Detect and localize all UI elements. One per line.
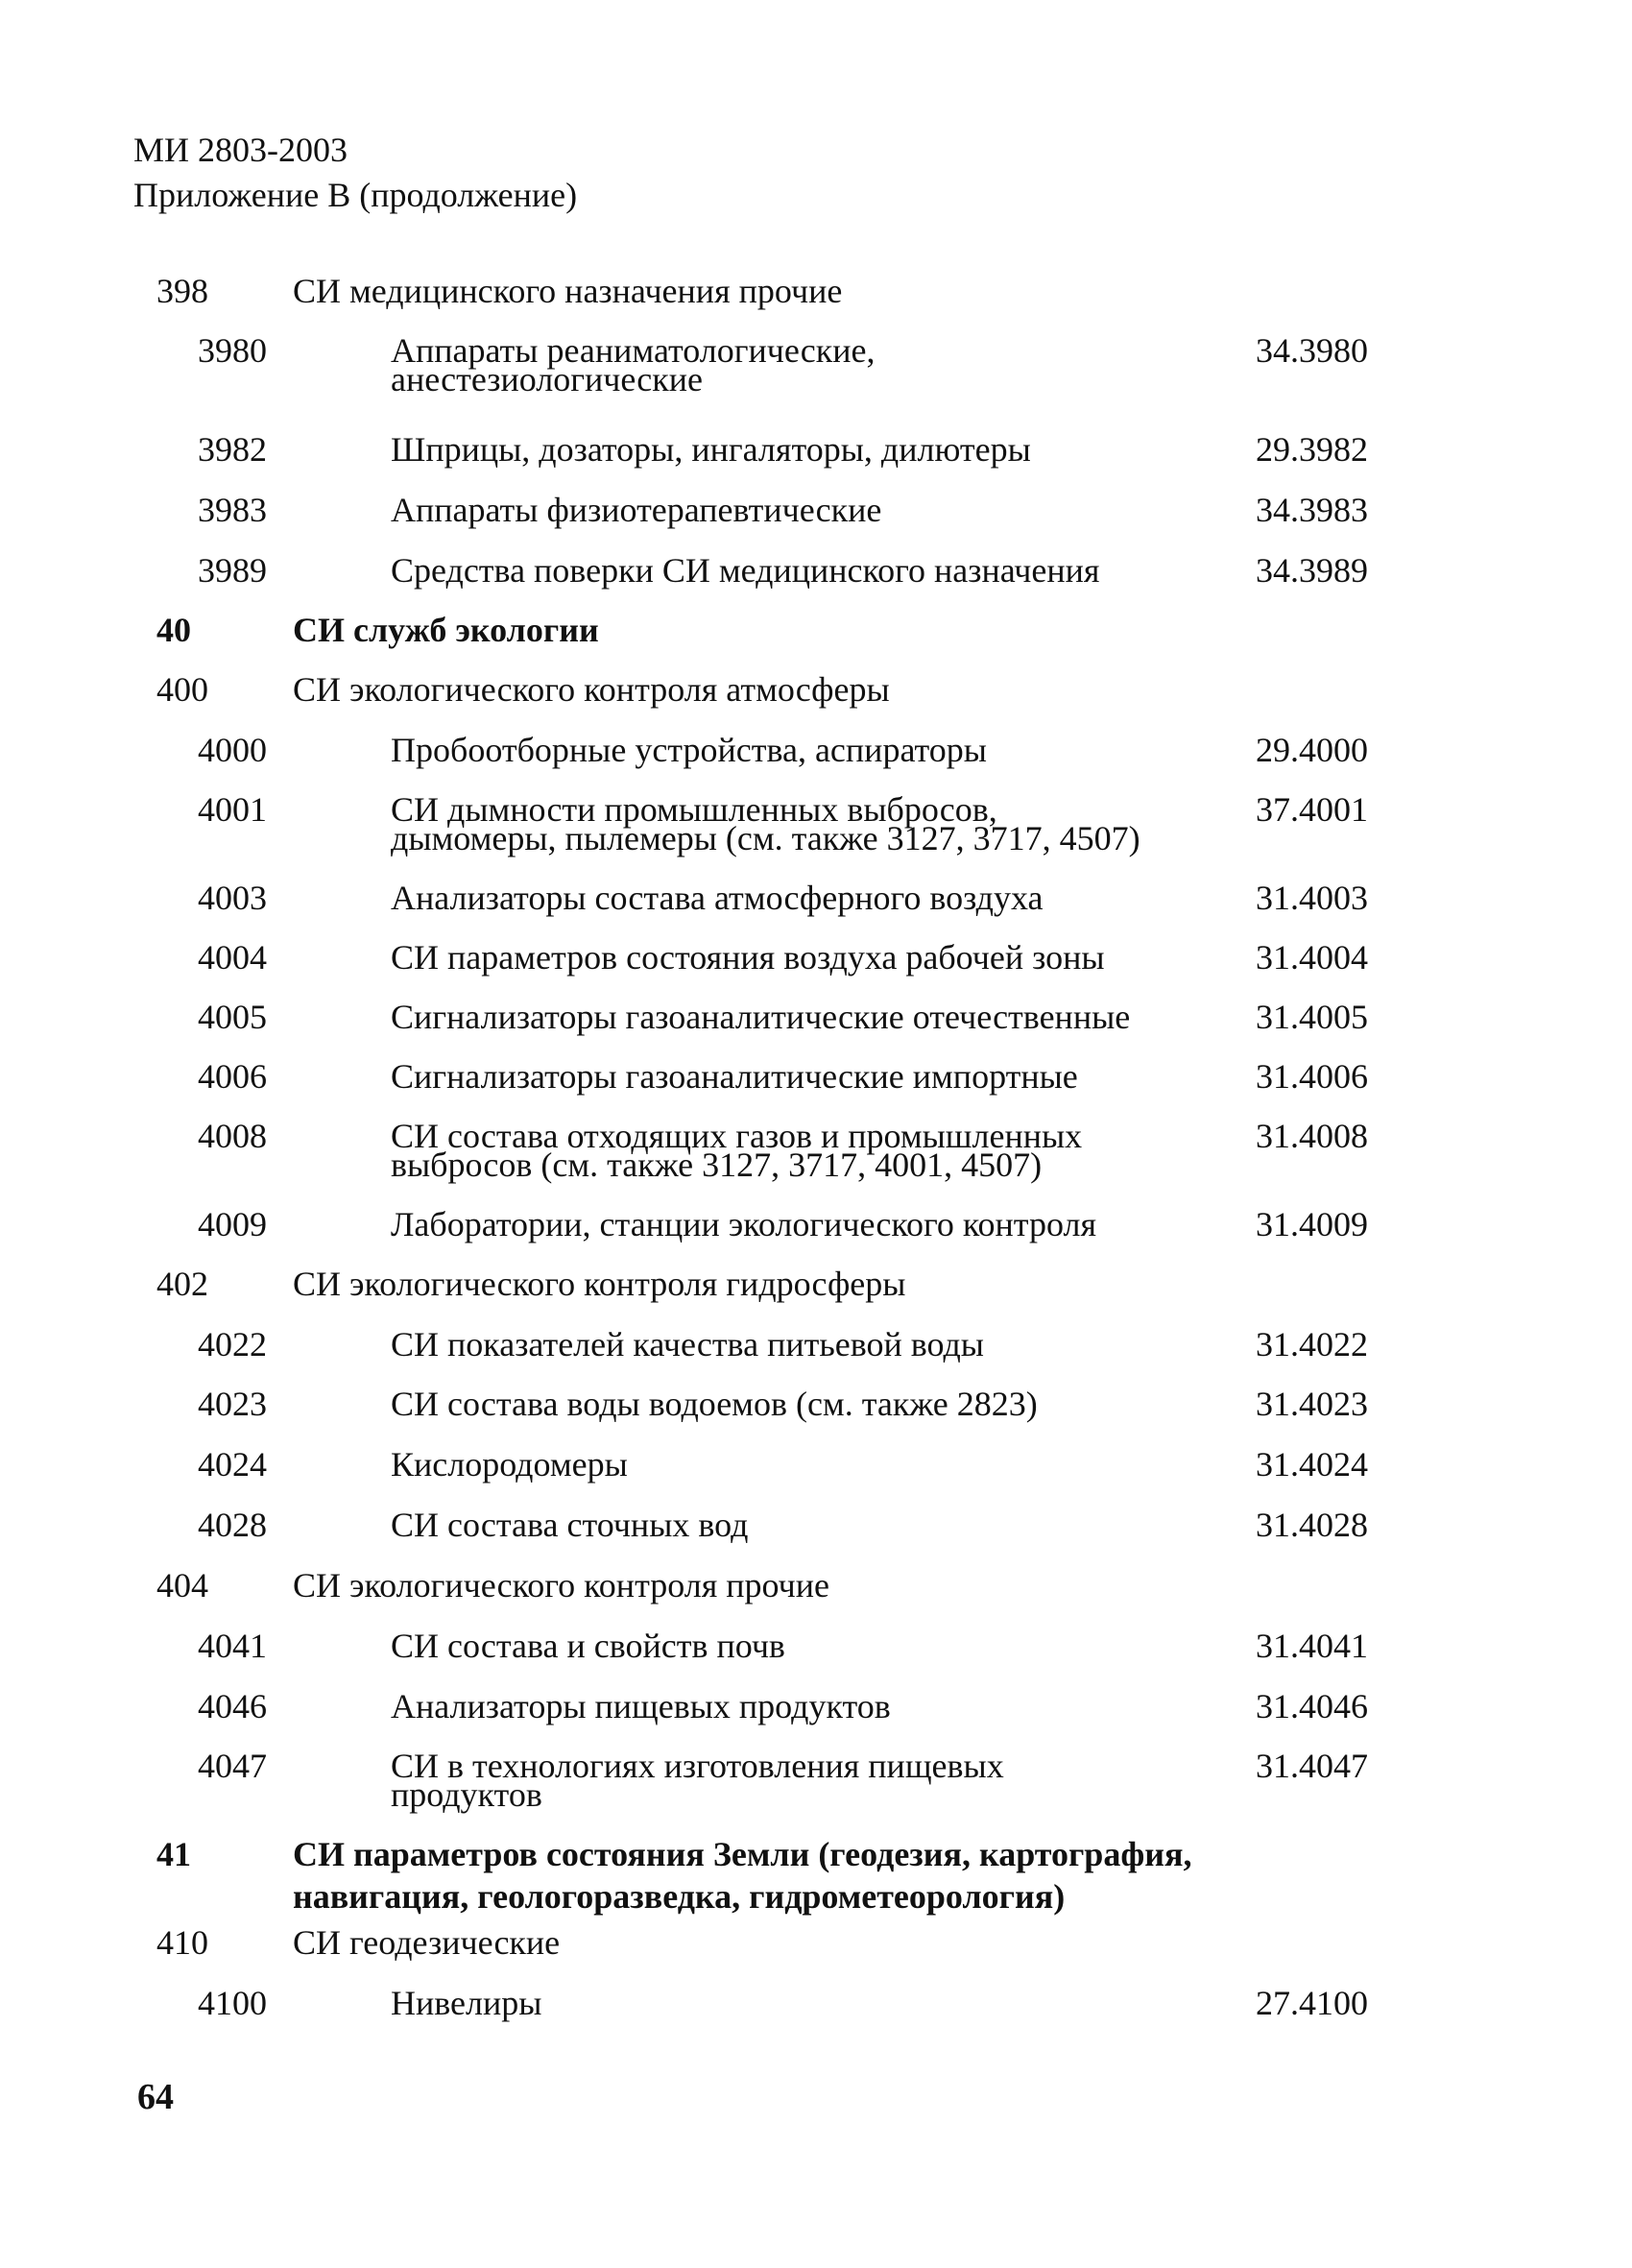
page-header (133, 128, 577, 218)
appendix-title: Приложение В (продолжение) (133, 176, 578, 214)
row-code: 410 (156, 1923, 208, 1962)
table-row (0, 328, 1632, 427)
row-okp-code: 31.4006 (1256, 1057, 1368, 1096)
row-code: 4024 (198, 1445, 267, 1484)
table-row (0, 1503, 1632, 1563)
table-row (0, 1262, 1632, 1322)
table-row (0, 1832, 1632, 1920)
row-name (293, 1563, 829, 1607)
row-name-line: СИ экологического контроля гидросферы (293, 1265, 906, 1303)
row-code: 4004 (198, 938, 267, 977)
row-name-line: СИ в технологиях изготовления пищевых (391, 1747, 1004, 1785)
table-row (0, 1920, 1632, 1981)
row-name (391, 1382, 1038, 1426)
row-name-line: СИ параметров состояния воздуха рабочей зоны (391, 938, 1105, 977)
row-name (391, 1503, 748, 1547)
row-name-line: СИ состава и свойств почв (391, 1627, 785, 1665)
table-row (0, 1114, 1632, 1202)
row-okp-code: 31.4024 (1256, 1445, 1368, 1484)
row-name-line: СИ показателей качества питьевой воды (391, 1325, 984, 1363)
row-okp-code: 31.4041 (1256, 1627, 1368, 1665)
row-name (391, 876, 1043, 920)
row-code: 4047 (198, 1747, 267, 1785)
row-name (391, 488, 881, 532)
row-name (391, 1442, 628, 1486)
row-name (391, 548, 1099, 592)
table-row (0, 548, 1632, 608)
table-row (0, 1684, 1632, 1744)
table-row (0, 876, 1632, 935)
row-name-line: Аппараты реаниматологические, (391, 331, 876, 370)
table-row (0, 1442, 1632, 1503)
table-row (0, 1744, 1632, 1832)
row-code: 4006 (198, 1057, 267, 1096)
row-okp-code: 29.4000 (1256, 731, 1368, 769)
row-name-line: Пробоотборные устройства, аспираторы (391, 731, 987, 769)
row-name (293, 1262, 905, 1306)
row-okp-code: 31.4004 (1256, 938, 1368, 977)
row-okp-code: 29.3982 (1256, 430, 1368, 469)
row-name-line: СИ экологического контроля атмосферы (293, 670, 890, 709)
row-okp-code: 31.4028 (1256, 1506, 1368, 1544)
row-okp-code: 34.3983 (1256, 491, 1368, 529)
row-code: 4028 (198, 1506, 267, 1544)
row-name (293, 667, 890, 712)
row-name-line: Нивелиры (391, 1984, 542, 2022)
row-name-line: продуктов (391, 1775, 542, 1814)
row-okp-code: 27.4100 (1256, 1984, 1368, 2022)
row-name (293, 269, 842, 313)
row-code: 40 (156, 611, 191, 649)
row-name-line: СИ геодезические (293, 1923, 561, 1962)
row-okp-code: 34.3989 (1256, 551, 1368, 590)
row-code: 4008 (198, 1117, 267, 1155)
row-okp-code: 31.4003 (1256, 879, 1368, 917)
row-name-line: Сигнализаторы газоаналитические отечественные (391, 998, 1131, 1036)
row-okp-code: 31.4005 (1256, 998, 1368, 1036)
row-name (293, 1920, 560, 1965)
row-name-line: СИ медицинского назначения прочие (293, 272, 843, 310)
row-name-line: Аппараты физиотерапевтические (391, 491, 882, 529)
table-row (0, 1563, 1632, 1624)
row-okp-code: 31.4023 (1256, 1385, 1368, 1423)
row-okp-code: 37.4001 (1256, 790, 1368, 829)
row-name (391, 935, 1105, 979)
row-name-line: Анализаторы пищевых продуктов (391, 1687, 891, 1725)
row-name-line: СИ служб экологии (293, 611, 599, 649)
row-name (293, 608, 599, 652)
row-name-line: дымомеры, пылемеры (см. также 3127, 3717, 4507) (391, 819, 1140, 857)
row-name-line: СИ параметров состояния Земли (геодезия, картография, (293, 1835, 1192, 1873)
table-row (0, 488, 1632, 548)
row-name-line: Шприцы, дозаторы, ингаляторы, дилютеры (391, 430, 1031, 469)
table-row (0, 935, 1632, 995)
row-okp-code: 31.4046 (1256, 1687, 1368, 1725)
row-code: 3983 (198, 491, 267, 529)
table-row (0, 787, 1632, 876)
row-code: 3982 (198, 430, 267, 469)
table-row (0, 1981, 1632, 2039)
row-code: 4046 (198, 1687, 267, 1725)
page-number: 64 (137, 2077, 174, 2117)
row-okp-code: 34.3980 (1256, 331, 1368, 370)
row-name-line: СИ состава сточных вод (391, 1506, 749, 1544)
row-okp-code: 31.4022 (1256, 1325, 1368, 1363)
row-name-line: СИ экологического контроля прочие (293, 1566, 829, 1604)
row-code: 41 (156, 1835, 191, 1873)
row-name-line: выбросов (см. также 3127, 3717, 4001, 4507) (391, 1146, 1043, 1184)
row-name-line: СИ состава воды водоемов (см. также 2823) (391, 1385, 1038, 1423)
row-name-line: СИ состава отходящих газов и промышленных (391, 1117, 1083, 1155)
row-name (391, 427, 1031, 471)
row-name (391, 787, 1140, 860)
row-code: 398 (156, 272, 208, 310)
table-row (0, 608, 1632, 667)
table-row (0, 995, 1632, 1054)
row-name-line: Средства поверки СИ медицинского назначения (391, 551, 1100, 590)
table-row (0, 1624, 1632, 1684)
row-code: 4041 (198, 1627, 267, 1665)
row-okp-code: 31.4009 (1256, 1205, 1368, 1243)
row-code: 4022 (198, 1325, 267, 1363)
row-name (391, 1054, 1078, 1098)
row-code: 404 (156, 1566, 208, 1604)
row-name-line: Анализаторы состава атмосферного воздуха (391, 879, 1044, 917)
document-id: МИ 2803-2003 (133, 131, 348, 169)
row-name (391, 1322, 984, 1366)
row-name-line: анестезиологические (391, 360, 703, 398)
row-code: 3980 (198, 331, 267, 370)
table-row (0, 427, 1632, 488)
row-code: 4100 (198, 1984, 267, 2022)
row-name (391, 1114, 1082, 1187)
row-name (391, 728, 987, 772)
row-name-line: Сигнализаторы газоаналитические импортные (391, 1057, 1078, 1096)
row-code: 4003 (198, 879, 267, 917)
row-name-line: Лаборатории, станции экологического контроля (391, 1205, 1097, 1243)
table-row (0, 269, 1632, 328)
row-name-line: навигация, геологоразведка, гидрометеорология) (293, 1877, 1066, 1916)
row-name (391, 1202, 1096, 1246)
table-row (0, 1382, 1632, 1442)
classifier-table (0, 269, 1632, 2039)
row-okp-code: 31.4008 (1256, 1117, 1368, 1155)
row-code: 4001 (198, 790, 267, 829)
table-row (0, 1322, 1632, 1382)
row-code: 4005 (198, 998, 267, 1036)
row-code: 4023 (198, 1385, 267, 1423)
table-row (0, 728, 1632, 787)
row-name (293, 1832, 1191, 1918)
row-name-line: Кислородомеры (391, 1445, 628, 1484)
row-name (391, 1624, 785, 1668)
table-row (0, 1202, 1632, 1262)
row-code: 4000 (198, 731, 267, 769)
row-code: 4009 (198, 1205, 267, 1243)
table-row (0, 1054, 1632, 1114)
row-name (391, 328, 875, 401)
table-row (0, 667, 1632, 728)
row-okp-code: 31.4047 (1256, 1747, 1368, 1785)
row-name (391, 1744, 1004, 1817)
row-name-line: СИ дымности промышленных выбросов, (391, 790, 997, 829)
row-name (391, 995, 1130, 1039)
row-code: 402 (156, 1265, 208, 1303)
row-name (391, 1684, 891, 1728)
row-code: 3989 (198, 551, 267, 590)
row-code: 400 (156, 670, 208, 709)
row-name (391, 1981, 541, 2025)
